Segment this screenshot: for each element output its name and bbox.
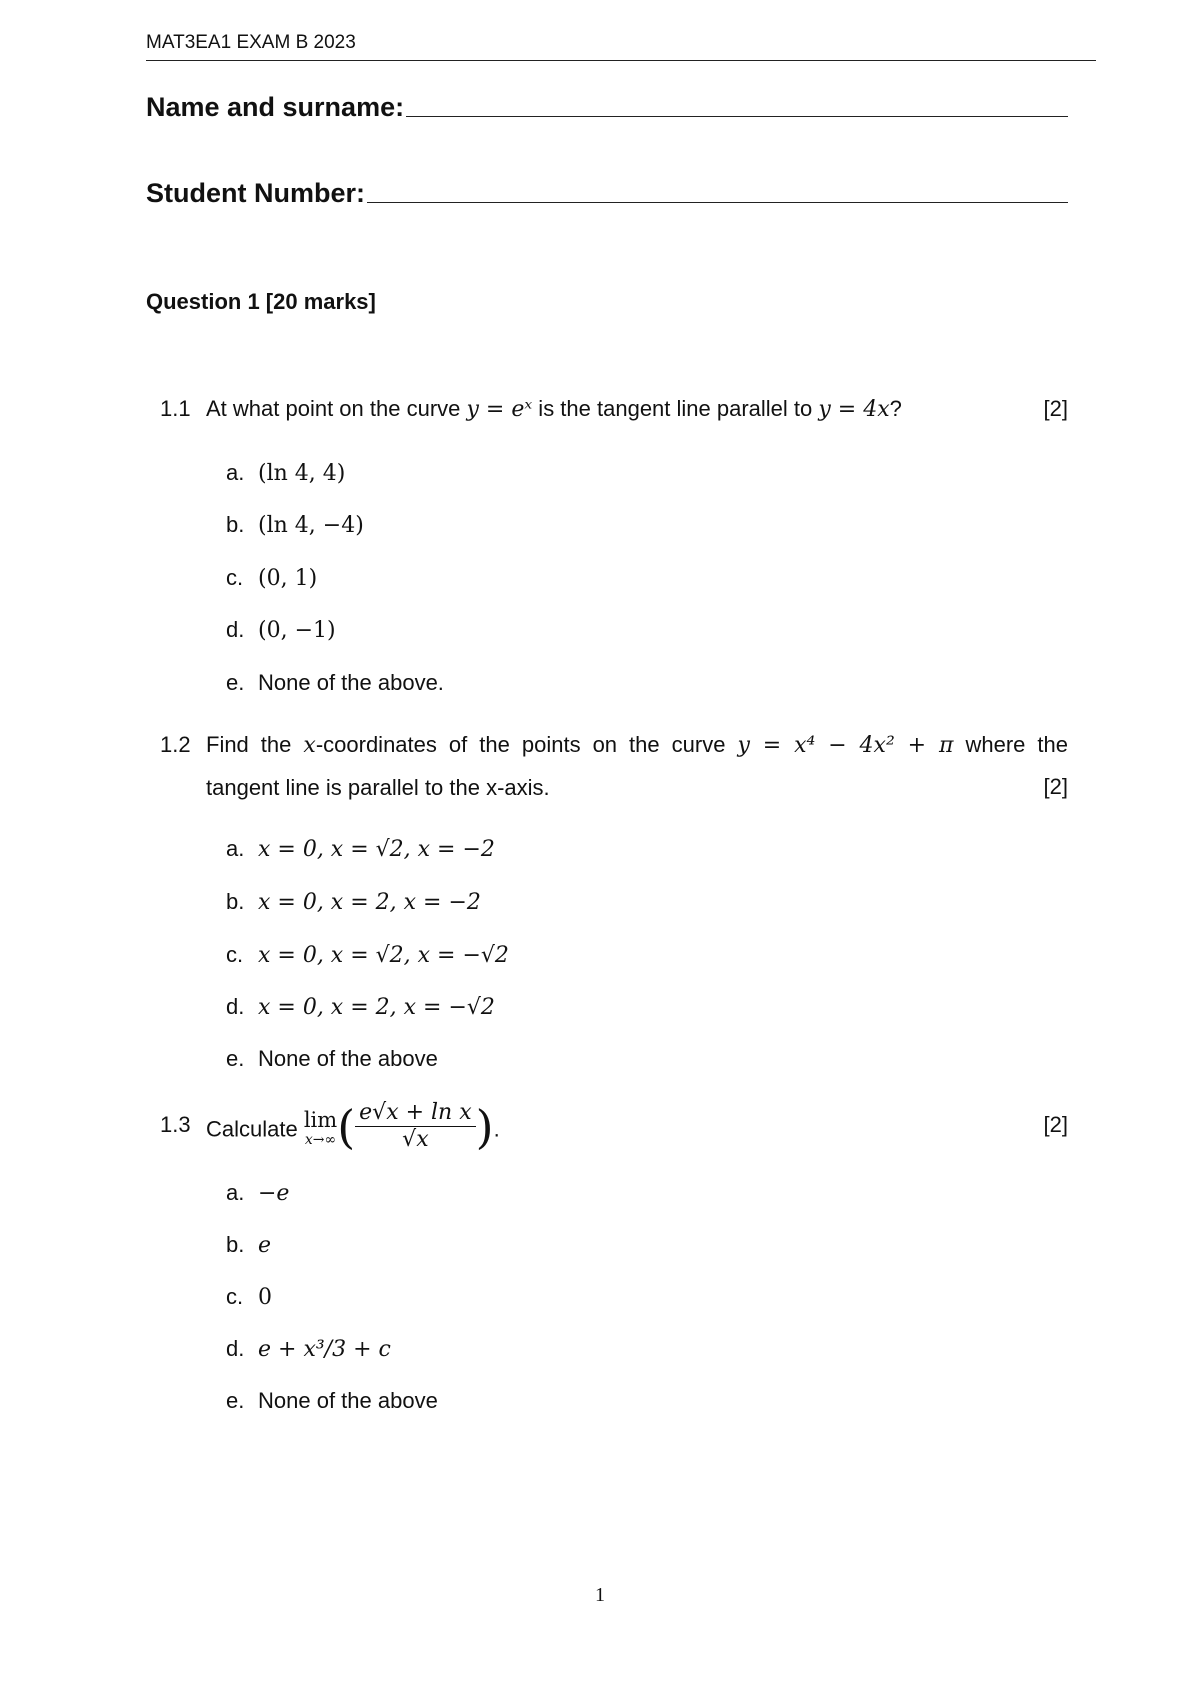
math-curve: y = x⁴ − 4x² + π [737,733,954,758]
question-text: At what point on the curve y = eˣ is the tangent line parallel to y = 4x? [206,396,902,422]
page-header: MAT3EA1 EXAM B 2023 [146,32,1096,61]
option-1-3-c: c. 0 [226,1284,272,1310]
question-1-2 [160,724,1068,814]
option-1-1-e: e. None of the above. [226,670,444,695]
option-1-2-d: d. x = 0, x = 2, x = −√2 [226,994,495,1020]
option-1-2-a: a. x = 0, x = √2, x = −2 [226,836,495,862]
option-1-2-c: c. x = 0, x = √2, x = −√2 [226,942,509,968]
option-1-2-e: e. None of the above [226,1046,438,1071]
question-text: Calculate lim x→∞ ( $\frac{\text{e√x + ln x}}{√x}$ ). [206,1099,500,1154]
limit-fraction [355,1100,475,1153]
student-number-label: Student Number: [146,178,365,208]
left-paren: ( [337,1099,356,1154]
math-line: y = 4x [818,397,890,422]
question-marks: [2] [1043,1112,1068,1137]
option-1-1-d: d. (0, −1) [226,617,336,643]
option-1-1-c: c. (0, 1) [226,565,318,591]
fraction-denominator: √x [402,1127,429,1152]
right-paren: ) [475,1099,494,1154]
math-curve: y = eˣ [466,397,533,422]
fraction-numerator: e√x + ln x [355,1100,475,1127]
option-1-1-b: b. (ln 4, −4) [226,512,364,538]
page-number: 1 [595,1584,605,1606]
student-number-field [146,178,1068,209]
name-rule [406,116,1068,117]
question-number: 1.1 [160,396,191,421]
name-label: Name and surname: [146,92,405,122]
student-number-rule [367,202,1068,203]
question-number: 1.3 [160,1112,191,1137]
question-marks: [2] [1043,774,1068,799]
option-1-3-b: b. e [226,1232,272,1258]
option-1-3-e: e. None of the above [226,1388,438,1413]
option-1-1-a: a. (ln 4, 4) [226,460,346,486]
question-title: Question 1 [20 marks] [146,289,376,314]
question-1-3 [160,1094,1068,1160]
question-marks: [2] [1043,396,1068,421]
option-1-3-a: a. −e [226,1180,290,1206]
option-1-2-b: b. x = 0, x = 2, x = −2 [226,889,481,915]
name-field [146,92,1068,123]
question-text: Find the x-coordinates of the points on the curve y = x⁴ − 4x² + π where the tangent line is parallel to the x-axis. [206,732,1068,800]
option-1-3-d: d. e + x³/3 + c [226,1336,391,1362]
limit-operator: lim x→∞ [303,1108,338,1148]
question-number: 1.2 [160,732,191,757]
